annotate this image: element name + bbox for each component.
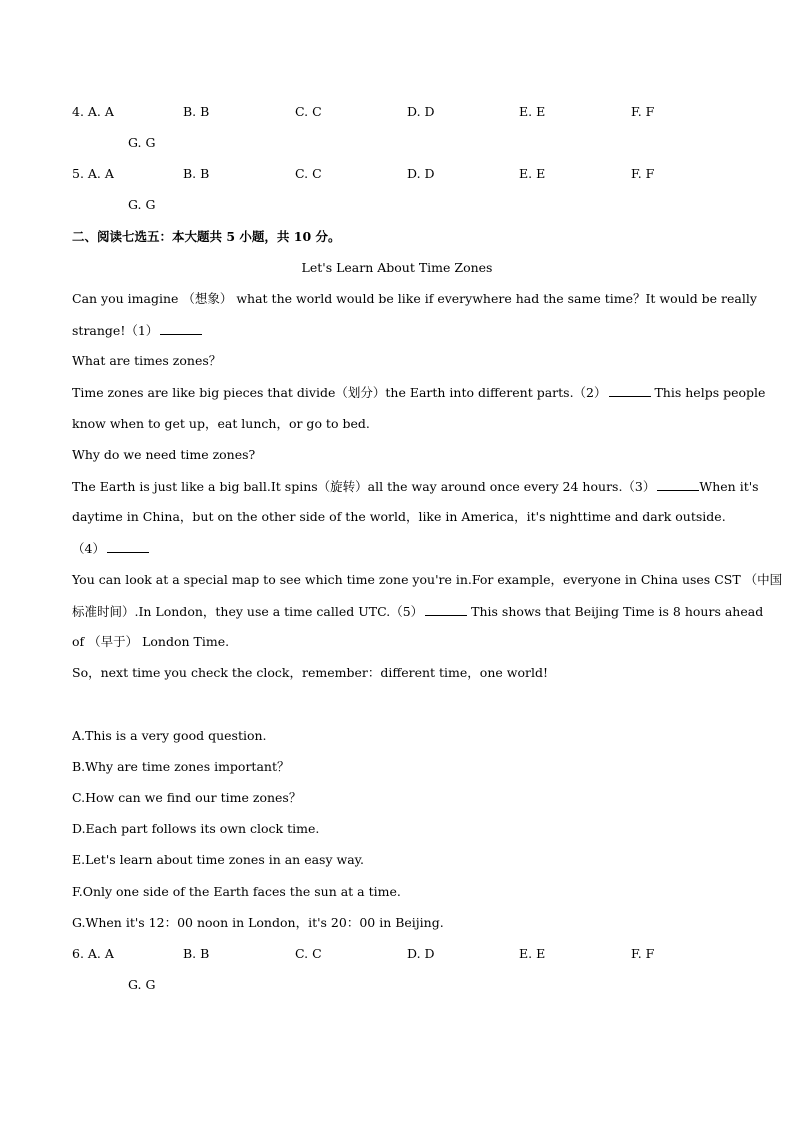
option-b: B.Why are time zones important？ [72,759,290,774]
q6-option-d: D. D [407,946,435,961]
q4-option-e: E. E [519,104,546,119]
passage-line [72,478,759,495]
option-d: D.Each part follows its own clock time. [72,821,320,836]
q6-option-g: G. G [128,977,156,992]
q5-option-d: D. D [407,166,435,181]
option-f: F.Only one side of the Earth faces the sun at a time. [72,884,401,899]
passage-text: This helps people [650,385,766,400]
q4-option-g: G. G [128,135,156,150]
q6-option-e: E. E [519,946,546,961]
q5-option-b: B. B [183,166,210,181]
passage-text: The Earth is just like a big ball.It spins（旋转）all the way around once every 24 hours.（3） [72,479,656,494]
q6-option-f: F. F [631,946,655,961]
passage-line: Can you imagine （想象） what the world would be like if everywhere had the same time？It would be really [72,291,757,306]
q5-option-f: F. F [631,166,655,181]
passage-line [72,384,765,401]
answer-blank-2[interactable] [609,384,651,397]
q5-option-g: G. G [128,197,156,212]
option-e: E.Let's learn about time zones in an easy way. [72,852,365,867]
q5-number: 5. A. A [72,166,114,181]
answer-blank-1[interactable] [160,322,202,335]
passage-text: When it's [699,479,759,494]
q5-option-c: C. C [295,166,322,181]
option-c: C.How can we find our time zones？ [72,790,302,805]
passage-line [72,540,149,557]
passage-text: 标准时间）.In London，they use a time called UTC.（5） [72,604,424,619]
option-a: A.This is a very good question. [72,728,267,743]
section-heading: 二、阅读七选五：本大题共 5 小题，共 10 分。 [72,229,341,244]
q6-option-b: B. B [183,946,210,961]
passage-text: This shows that Beijing Time is 8 hours ahead [467,604,764,619]
passage-line: You can look at a special map to see which time zone you're in.For example，everyone in China uses CST （中国 [72,572,783,587]
q6-option-c: C. C [295,946,322,961]
passage-line: daytime in China，but on the other side of the world，like in America，it's nighttime and dark outside. [72,509,726,524]
q5-option-e: E. E [519,166,546,181]
answer-blank-4[interactable] [107,540,149,553]
passage-line [72,322,202,339]
passage-text: （4） [72,541,105,556]
q4-option-f: F. F [631,104,655,119]
passage-subheading: Why do we need time zones? [72,447,256,462]
answer-blank-5[interactable] [425,603,467,616]
q4-option-b: B. B [183,104,210,119]
passage-line: of （早于） London Time. [72,634,230,649]
q4-number: 4. A. A [72,104,114,119]
passage-text: Time zones are like big pieces that divide（划分）the Earth into different parts.（2） [72,385,607,400]
passage-line [72,603,763,620]
passage-title: Let's Learn About Time Zones [301,260,493,275]
option-g: G.When it's 12：00 noon in London，it's 20：00 in Beijing. [72,915,444,930]
q4-option-c: C. C [295,104,322,119]
q4-option-d: D. D [407,104,435,119]
passage-subheading: What are times zones？ [72,353,222,368]
passage-line: So，next time you check the clock，remember：different time，one world! [72,665,548,680]
answer-blank-3[interactable] [657,478,699,491]
passage-text: strange!（1） [72,323,159,338]
passage-line: know when to get up，eat lunch，or go to bed. [72,416,370,431]
q6-number: 6. A. A [72,946,114,961]
